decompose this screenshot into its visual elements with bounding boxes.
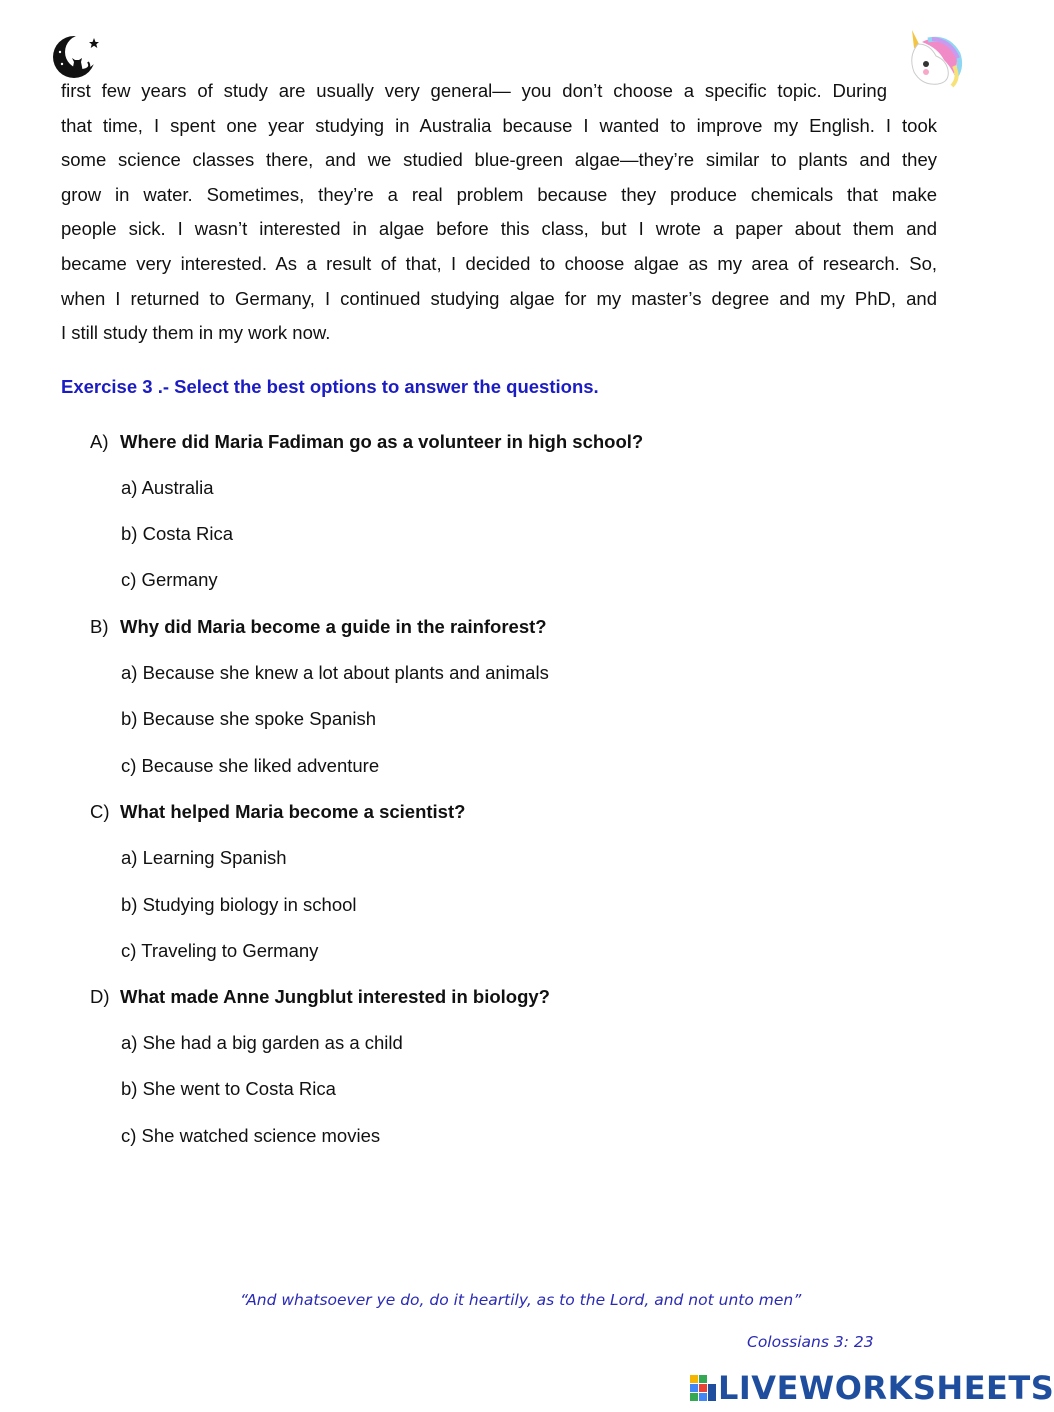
answer-option[interactable]: b) Studying biology in school [121,894,357,915]
footer-citation: Colossians 3: 23 [747,1333,874,1351]
liveworksheets-brand[interactable] [690,1369,1054,1407]
question-text: What made Anne Jungblut interested in biology? [120,986,550,1007]
question-text: What helped Maria become a scientist? [120,801,466,822]
passage-line: became very interested. As a result of that, I decided to choose algae as my area of research. So, [61,252,937,274]
passage-line: people sick. I wasn’t interested in algae before this class, but I wrote a paper about them and [61,218,937,240]
answer-option[interactable]: b) She went to Costa Rica [121,1078,336,1099]
passage-line: some science classes there, and we studied blue-green algae—they’re similar to plants and they [61,149,937,171]
question-letter: C) [90,801,110,822]
passage-line: that time, I spent one year studying in Australia because I wanted to improve my English. I took [61,114,937,136]
answer-option[interactable]: a) Learning Spanish [121,847,287,868]
answer-option[interactable]: c) Traveling to Germany [121,940,319,961]
passage-line: first few years of study are usually very general— you don’t choose a specific topic. During [61,80,887,101]
question-b [90,616,547,638]
answer-option[interactable]: b) Because she spoke Spanish [121,708,377,729]
question-c [90,801,465,823]
passage-line: I still study them in my work now. [61,322,331,344]
answer-option[interactable]: c) She watched science movies [121,1125,381,1146]
brand-name: LIVEWORKSHEETS [718,1369,1054,1407]
question-letter: B) [90,616,109,637]
passage-line: when I returned to Germany, I continued studying algae for my master’s degree and my PhD, and [61,287,937,309]
answer-option[interactable]: c) Because she liked adventure [121,755,380,776]
question-letter: A) [90,431,109,452]
answer-option[interactable]: a) Because she knew a lot about plants and animals [121,662,549,683]
question-text: Where did Maria Fadiman go as a volunteer in high school? [120,431,644,452]
question-d [90,986,550,1008]
question-a [90,431,643,453]
liveworksheets-logo-icon [690,1375,716,1401]
reading-passage [61,74,937,351]
answer-option[interactable]: a) Australia [121,477,214,498]
exercise-title: Exercise 3 .- Select the best options to answer the questions. [61,376,599,397]
answer-option[interactable]: c) Germany [121,569,218,590]
answer-option[interactable]: a) She had a big garden as a child [121,1032,403,1053]
moon-cat-icon [52,32,100,80]
passage-line: grow in water. Sometimes, they’re a real problem because they produce chemicals that make [61,183,937,205]
answer-option[interactable]: b) Costa Rica [121,523,234,544]
question-letter: D) [90,986,110,1007]
footer-quote: “And whatsoever ye do, do it heartily, as to the Lord, and not unto men” [240,1291,802,1309]
question-text: Why did Maria become a guide in the rainforest? [120,616,547,637]
